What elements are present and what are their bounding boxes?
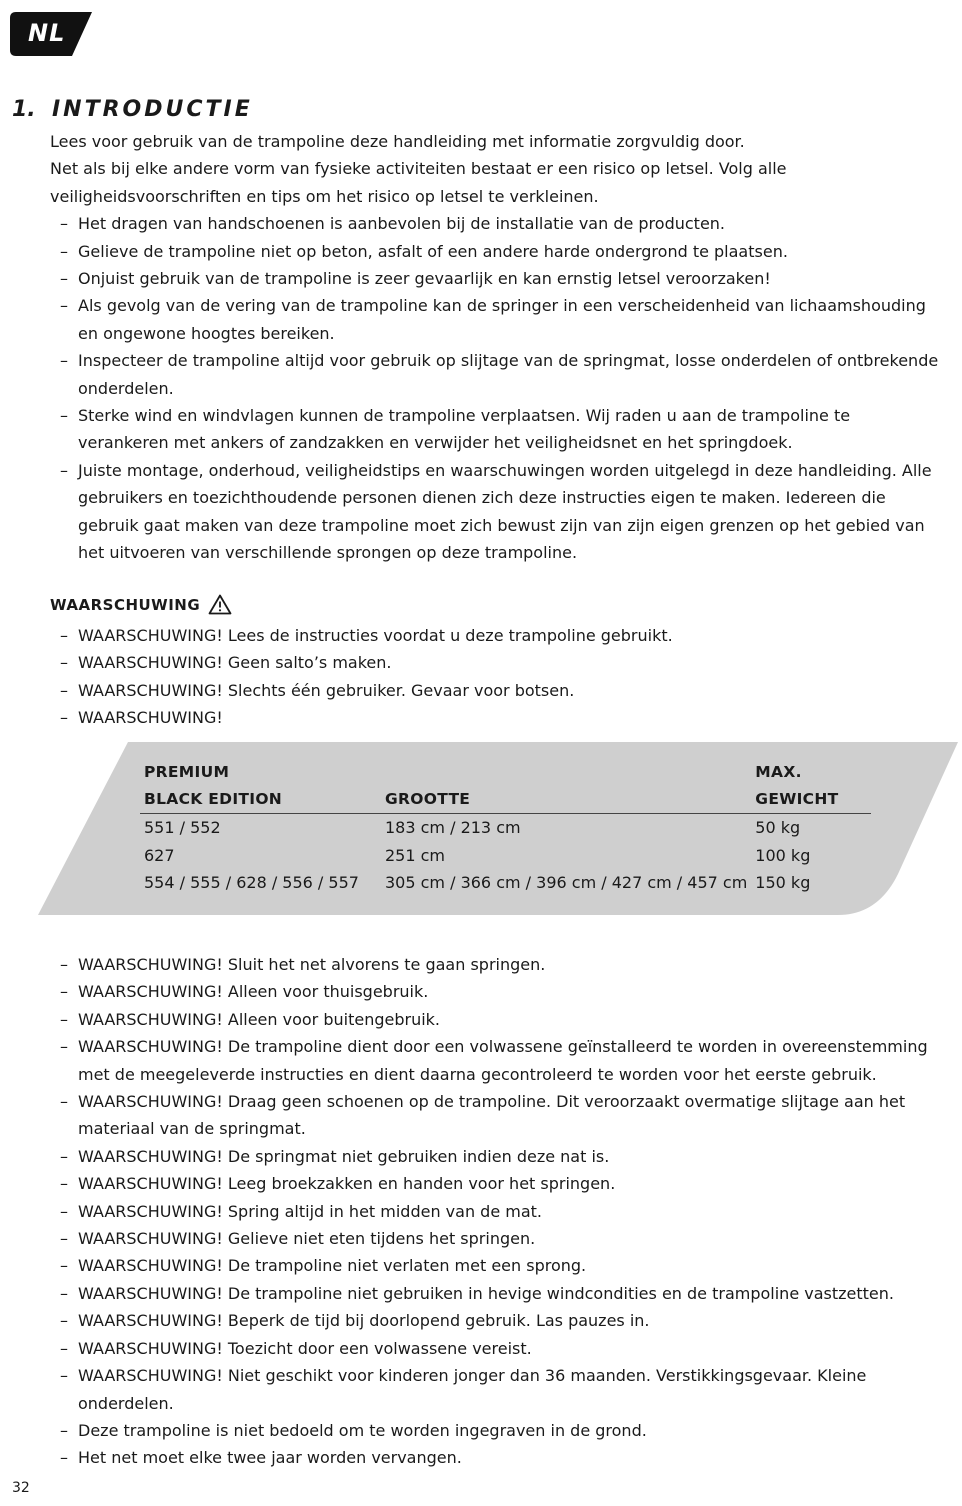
- warning-item: – WAARSCHUWING! Gelieve niet eten tijdens het springen.: [45, 1225, 945, 1252]
- intro-list: [50, 210, 945, 566]
- table-row: [140, 814, 871, 842]
- table-cell: 305 cm / 366 cm / 396 cm / 427 cm / 457 cm: [385, 873, 748, 892]
- warning-item: – WAARSCHUWING! Beperk de tijd bij doorlopend gebruik. Las pauzes in.: [45, 1307, 945, 1334]
- warning-item: – WAARSCHUWING!: [45, 704, 945, 731]
- intro-paragraph: Net als bij elke andere vorm van fysieke activiteiten bestaat er een risico op letsel. Volg alle veiligheidsvoorschriften en tips om het risico op letsel te verkleinen.: [50, 159, 787, 206]
- list-item: – Het dragen van handschoenen is aanbevolen bij de installatie van de producten.: [45, 210, 945, 237]
- warning-item: – WAARSCHUWING! De springmat niet gebruiken indien deze nat is.: [45, 1143, 945, 1170]
- warning-item: – WAARSCHUWING! De trampoline dient door een volwassene geïnstalleerd te worden in overeenstemming met de meegeleverde instructies en dient daarna gecontroleerd te worden voor het eerste gebruik.: [45, 1033, 945, 1088]
- warning-list-top: [50, 622, 945, 732]
- table-cell: 150 kg: [755, 873, 811, 892]
- warning-item: – WAARSCHUWING! Geen salto’s maken.: [45, 649, 945, 676]
- warning-item: – WAARSCHUWING! Draag geen schoenen op de trampoline. Dit veroorzaakt overmatige slijtage aan het materiaal van de springmat.: [45, 1088, 945, 1143]
- table-cell: 251 cm: [385, 845, 446, 865]
- table-cell: 554 / 555 / 628 / 556 / 557: [144, 873, 359, 892]
- warning-item: – WAARSCHUWING! Lees de instructies voordat u deze trampoline gebruikt.: [45, 622, 945, 649]
- list-item: – Juiste montage, onderhoud, veiligheidstips en waarschuwingen worden uitgelegd in deze handleiding. Alle gebruikers en toezichthoudende personen dienen zich deze instructies eigen te maken. Iedereen die gebruik gaat maken van deze trampoline moet zich bewust zijn van zijn eigen grenzen op het gebied van het uitvoeren van verschillende sprongen op deze trampoline.: [45, 457, 945, 567]
- warning-item: – Deze trampoline is niet bedoeld om te worden ingegraven in de grond.: [45, 1417, 945, 1444]
- table-cell: 551 / 552: [144, 818, 221, 837]
- table-cell: 627: [144, 845, 175, 865]
- warning-item: – WAARSCHUWING! Slechts één gebruiker. Gevaar voor botsen.: [45, 677, 945, 704]
- warning-title: [50, 594, 232, 615]
- list-item: – Sterke wind en windvlagen kunnen de trampoline verplaatsen. Wij raden u aan de trampoline te verankeren met ankers of zandzakken en verwijder het veiligheidsnet en het springdoek.: [45, 402, 945, 457]
- warning-list-bottom: [50, 951, 945, 1472]
- intro-block: [50, 128, 945, 567]
- section-number: 1.: [12, 97, 36, 122]
- list-item: – Onjuist gebruik van de trampoline is zeer gevaarlijk en kan ernstig letsel veroorzaken!: [45, 265, 945, 292]
- spec-header-weight: MAX. GEWICHT: [751, 759, 871, 814]
- warning-item: – Het net moet elke twee jaar worden vervangen.: [45, 1444, 945, 1471]
- language-label: NL: [28, 19, 66, 47]
- spec-panel: [0, 742, 962, 918]
- section-title: INTRODUCTIE: [52, 97, 253, 122]
- table-cell: 100 kg: [755, 845, 811, 865]
- warning-item: – WAARSCHUWING! Niet geschikt voor kinderen jonger dan 36 maanden. Verstikkingsgevaar. Kleine onderdelen.: [45, 1362, 945, 1417]
- warning-item: – WAARSCHUWING! De trampoline niet verlaten met een sprong.: [45, 1252, 945, 1279]
- page-number: 32: [12, 1480, 30, 1496]
- list-item: – Als gevolg van de vering van de trampoline kan de springer in een verscheidenheid van lichaamshouding en ongewone hoogtes bereiken.: [45, 292, 945, 347]
- section-heading: [12, 97, 253, 122]
- list-item: – Gelieve de trampoline niet op beton, asfalt of een andere harde ondergrond te plaatsen.: [45, 238, 945, 265]
- table-cell: 183 cm / 213 cm: [385, 818, 521, 837]
- language-tab: [10, 12, 92, 56]
- list-item: – Inspecteer de trampoline altijd voor gebruik op slijtage van de springmat, losse onderdelen of ontbrekende onderdelen.: [45, 347, 945, 402]
- table-row: [140, 869, 871, 897]
- spec-header-model: PREMIUM BLACK EDITION: [140, 759, 381, 814]
- warning-triangle-icon: [208, 594, 232, 615]
- warning-item: – WAARSCHUWING! Sluit het net alvorens te gaan springen.: [45, 951, 945, 978]
- intro-paragraph: Lees voor gebruik van de trampoline deze handleiding met informatie zorgvuldig door.: [50, 132, 745, 151]
- warning-title-text: WAARSCHUWING: [50, 595, 201, 614]
- spec-header-size: GROOTTE: [381, 759, 751, 814]
- spec-table: [140, 759, 871, 897]
- warning-item: – WAARSCHUWING! Spring altijd in het midden van de mat.: [45, 1198, 945, 1225]
- warning-item: – WAARSCHUWING! Alleen voor thuisgebruik.: [45, 978, 945, 1005]
- table-cell: 50 kg: [755, 818, 801, 837]
- warning-item: – WAARSCHUWING! Leeg broekzakken en handen voor het springen.: [45, 1170, 945, 1197]
- warning-item: – WAARSCHUWING! Toezicht door een volwassene vereist.: [45, 1335, 945, 1362]
- table-row: [140, 842, 871, 870]
- warning-item: – WAARSCHUWING! De trampoline niet gebruiken in hevige windcondities en de trampoline vastzetten.: [45, 1280, 945, 1307]
- warning-item: – WAARSCHUWING! Alleen voor buitengebruik.: [45, 1006, 945, 1033]
